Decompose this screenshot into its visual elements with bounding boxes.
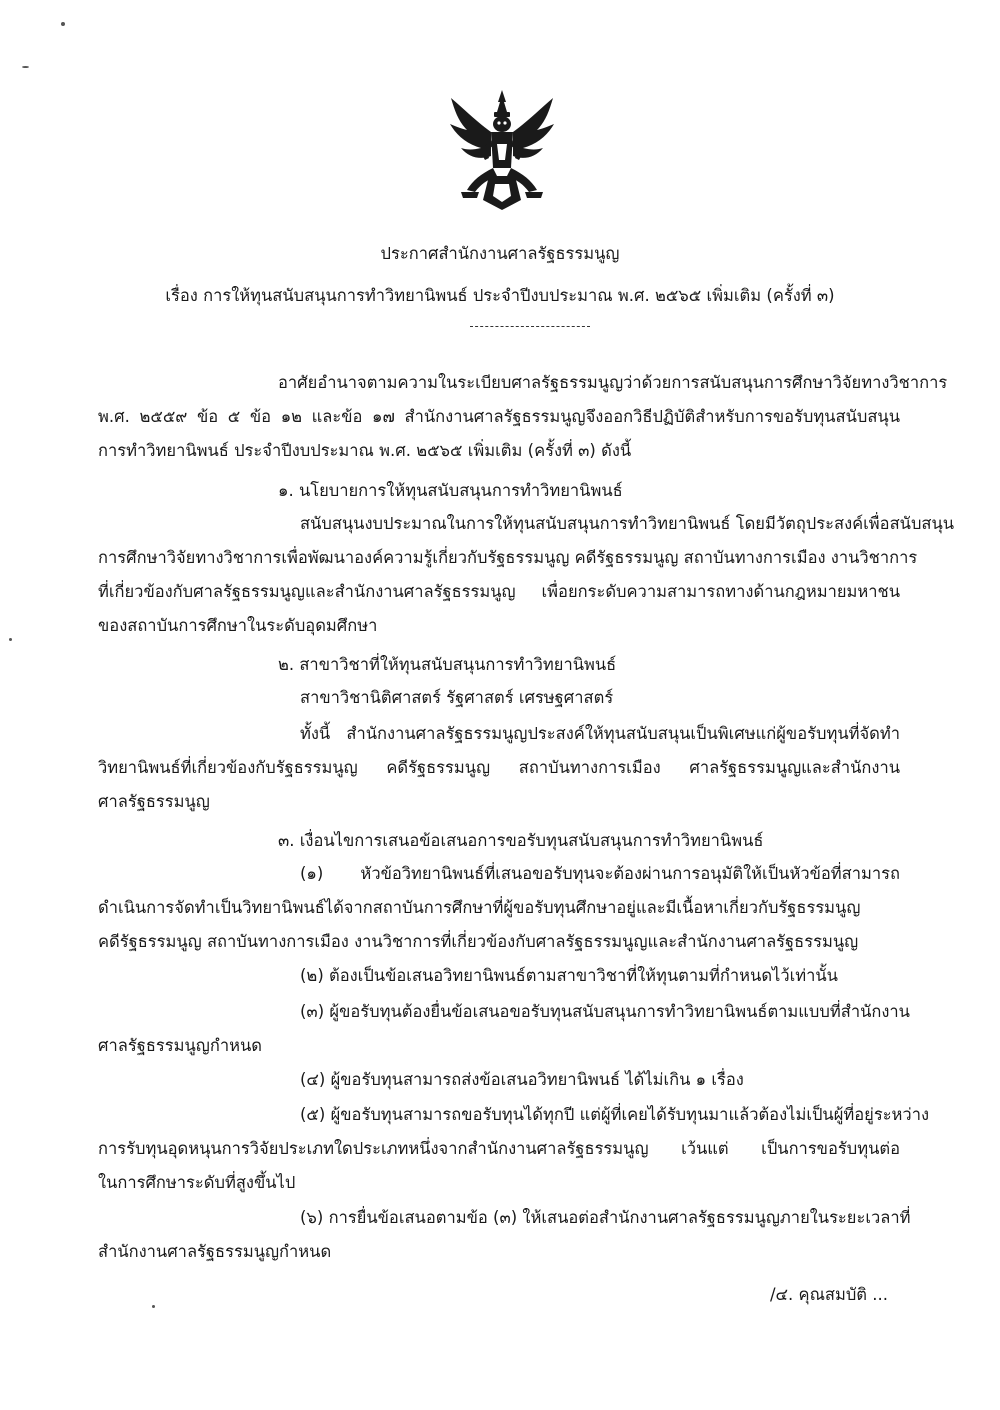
section-line: (๒) ต้องเป็นข้อเสนอวิทยานิพนธ์ตามสาขาวิชาที่ให้ทุนตามที่กำหนดไว้เท่านั้น <box>300 966 838 985</box>
section-line: (๕) ผู้ขอรับทุนสามารถขอรับทุนได้ทุกปี แต่ผู้ที่เคยได้รับทุนมาแล้วต้องไม่เป็นผู้ที่อยู่ระหว่าง <box>300 1105 930 1124</box>
section-line: การศึกษาวิจัยทางวิชาการเพื่อพัฒนาองค์ความรู้เกี่ยวกับรัฐธรรมนูญ คดีรัฐธรรมนูญ สถาบันทางการเมือง งานวิชาการ <box>98 548 918 567</box>
scan-speck <box>152 1305 155 1308</box>
page-continuation: /๔. คุณสมบัติ ... <box>770 1285 888 1304</box>
announcement-subject: เรื่อง การให้ทุนสนับสนุนการทำวิทยานิพนธ์ ประจำปีงบประมาณ พ.ศ. ๒๕๖๕ เพิ่มเติม (ครั้งที่ ๓) <box>165 286 835 305</box>
section-line: สนับสนุนงบประมาณในการให้ทุนสนับสนุนการทำวิทยานิพนธ์ โดยมีวัตถุประสงค์เพื่อสนับสนุน <box>300 514 955 533</box>
section-line: ของสถาบันการศึกษาในระดับอุดมศึกษา <box>98 616 378 635</box>
section-line: ดำเนินการจัดทำเป็นวิทยานิพนธ์ได้จากสถาบันการศึกษาที่ผู้ขอรับทุนศึกษาอยู่และมีเนื้อหาเกี่ยวกับรัฐธรรมนูญ <box>98 898 861 917</box>
intro-line: อาศัยอำนาจตามความในระเบียบศาลรัฐธรรมนูญว่าด้วยการสนับสนุนการศึกษาวิจัยทางวิชาการ <box>278 373 948 392</box>
section-line: (๓) ผู้ขอรับทุนต้องยื่นข้อเสนอขอรับทุนสนับสนุนการทำวิทยานิพนธ์ตามแบบที่สำนักงาน <box>300 1002 910 1021</box>
section-line: ทั้งนี้ สำนักงานศาลรัฐธรรมนูญประสงค์ให้ทุนสนับสนุนเป็นพิเศษแก่ผู้ขอรับทุนที่จัดทำ <box>300 724 900 743</box>
section-line: (๑) หัวข้อวิทยานิพนธ์ที่เสนอขอรับทุนจะต้องผ่านการอนุมัติให้เป็นหัวข้อที่สามารถ <box>300 864 900 883</box>
section-line: ศาลรัฐธรรมนูญกำหนด <box>98 1036 262 1055</box>
intro-line: พ.ศ. ๒๕๕๙ ข้อ ๕ ข้อ ๑๒ และข้อ ๑๗ สำนักงานศาลรัฐธรรมนูญจึงออกวิธีปฏิบัติสำหรับการขอรับทุนสนับสนุน <box>98 407 900 426</box>
garuda-emblem-icon <box>447 88 557 213</box>
section-line: ในการศึกษาระดับที่สูงขึ้นไป <box>98 1173 296 1192</box>
scan-speck <box>9 638 12 641</box>
section-line: การรับทุนอุดหนุนการวิจัยประเภทใดประเภทหนึ่งจากสำนักงานศาลรัฐธรรมนูญ เว้นแต่ เป็นการขอรับทุนต่อ <box>98 1139 900 1158</box>
section-line: (๔) ผู้ขอรับทุนสามารถส่งข้อเสนอวิทยานิพนธ์ ได้ไม่เกิน ๑ เรื่อง <box>300 1070 744 1089</box>
section-line: คดีรัฐธรรมนูญ สถาบันทางการเมือง งานวิชาการที่เกี่ยวข้องกับศาลรัฐธรรมนูญและสำนักงานศาลรัฐธรรมนูญ <box>98 932 859 951</box>
intro-line: การทำวิทยานิพนธ์ ประจำปีงบประมาณ พ.ศ. ๒๕๖๕ เพิ่มเติม (ครั้งที่ ๓) ดังนี้ <box>98 441 632 460</box>
section-line: สำนักงานศาลรัฐธรรมนูญกำหนด <box>98 1242 332 1261</box>
section-line: (๖) การยื่นข้อเสนอตามข้อ (๓) ให้เสนอต่อสำนักงานศาลรัฐธรรมนูญภายในระยะเวลาที่ <box>300 1208 911 1227</box>
section-line: สาขาวิชานิติศาสตร์ รัฐศาสตร์ เศรษฐศาสตร์ <box>300 688 614 707</box>
section-heading: ๒. สาขาวิชาที่ให้ทุนสนับสนุนการทำวิทยานิพนธ์ <box>278 655 617 674</box>
scan-speck <box>61 22 65 26</box>
scan-speck <box>22 66 29 68</box>
section-line: วิทยานิพนธ์ที่เกี่ยวข้องกับรัฐธรรมนูญ คดีรัฐธรรมนูญ สถาบันทางการเมือง ศาลรัฐธรรมนูญและสำนักงาน <box>98 758 900 777</box>
section-heading: ๑. นโยบายการให้ทุนสนับสนุนการทำวิทยานิพนธ์ <box>278 481 623 500</box>
section-line: ที่เกี่ยวข้องกับศาลรัฐธรรมนูญและสำนักงานศาลรัฐธรรมนูญ เพื่อยกระดับความสามารถทางด้านกฎหมายมหาชน <box>98 582 900 601</box>
title-divider <box>470 326 590 327</box>
section-heading: ๓. เงื่อนไขการเสนอข้อเสนอการขอรับทุนสนับสนุนการทำวิทยานิพนธ์ <box>278 831 764 850</box>
announcement-title: ประกาศสำนักงานศาลรัฐธรรมนูญ <box>380 244 620 263</box>
section-line: ศาลรัฐธรรมนูญ <box>98 792 210 811</box>
